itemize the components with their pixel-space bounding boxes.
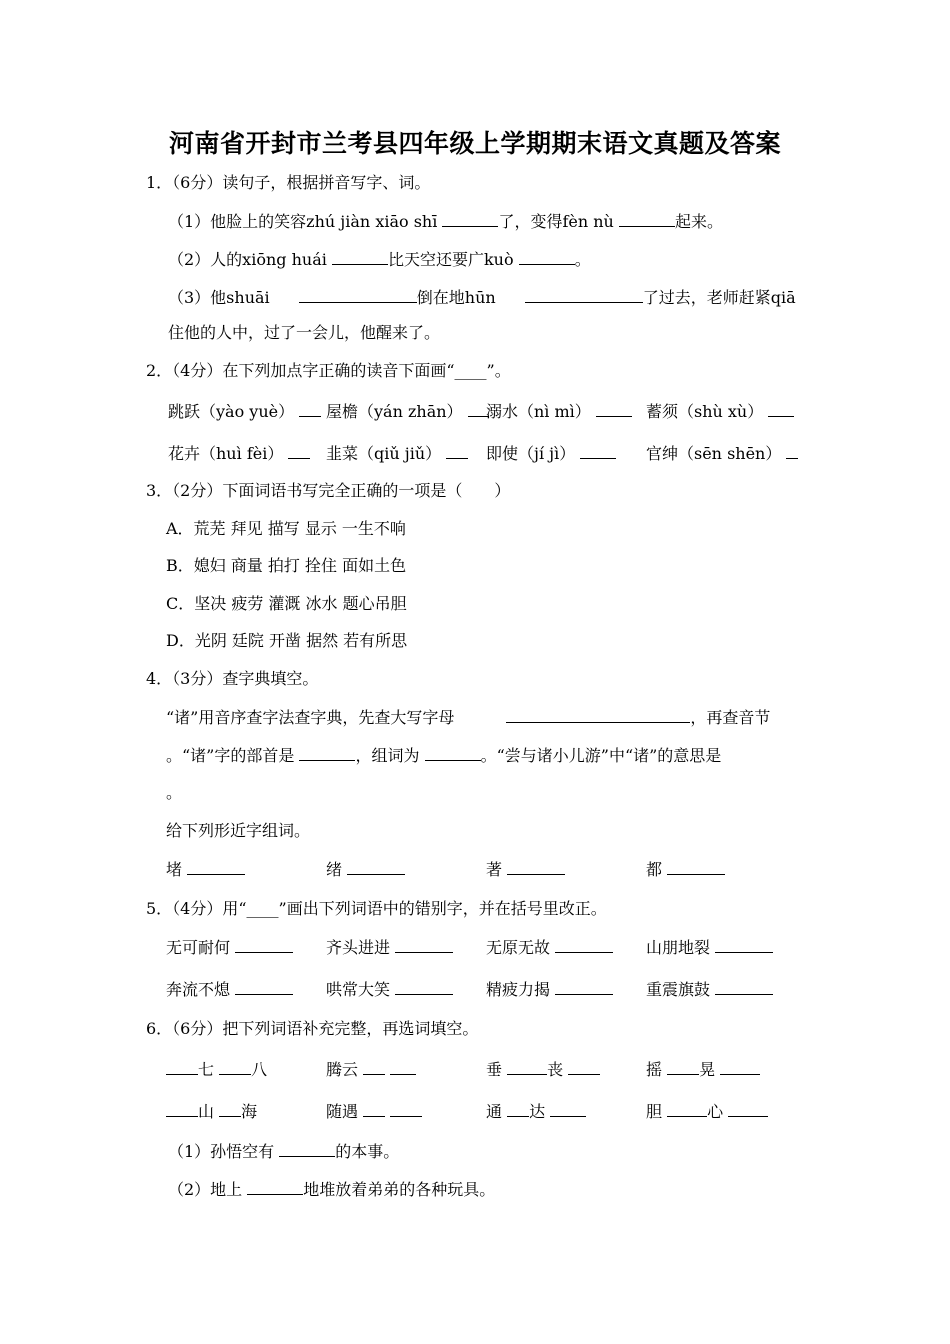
answer-blank[interactable]	[425, 744, 481, 761]
q4-char-item: 绪	[326, 858, 405, 881]
answer-blank[interactable]	[550, 1100, 586, 1117]
q6-stem: 6．（6分）把下列词语补充完整，再选词填空。	[146, 1019, 479, 1038]
answer-blank[interactable]	[166, 1058, 198, 1075]
answer-blank[interactable]	[299, 400, 321, 417]
q4-paragraph-2: 。“诸”字的部首是 ，组词为 。“尝与诸小儿游”中“诸”的意思是	[166, 746, 722, 765]
answer-blank[interactable]	[596, 400, 632, 417]
q2-item: 韭菜（qiǔ jiǔ）	[326, 442, 468, 465]
answer-blank[interactable]	[667, 1100, 707, 1117]
answer-blank[interactable]	[619, 210, 675, 227]
q2-item: 溺水（nì mì）	[486, 400, 632, 423]
q4-char-item: 都	[646, 858, 725, 881]
answer-blank[interactable]	[768, 400, 794, 417]
answer-blank[interactable]	[187, 858, 245, 875]
answer-blank[interactable]	[299, 744, 355, 761]
answer-blank[interactable]	[247, 1178, 303, 1195]
answer-blank[interactable]	[507, 1100, 529, 1117]
q5-stem: 5．（4分）用“____”画出下列词语中的错别字，并在括号里改正。	[146, 899, 607, 918]
answer-blank[interactable]	[580, 442, 616, 459]
answer-blank[interactable]	[347, 858, 405, 875]
q2-item: 即使（jí jì）	[486, 442, 616, 465]
answer-blank[interactable]	[390, 1058, 416, 1075]
answer-blank[interactable]	[720, 1058, 760, 1075]
q1-sentence-3: （3）他shuāi 倒在地hūn 了过去，老师赶紧qiā	[168, 288, 796, 307]
answer-blank[interactable]	[507, 858, 565, 875]
q2-item: 屋檐（yán zhān）	[326, 400, 488, 423]
answer-blank[interactable]	[166, 1100, 198, 1117]
q5-item: 山朋地裂	[646, 936, 773, 959]
answer-blank[interactable]	[786, 442, 798, 459]
q6-idiom: 胆 心	[646, 1100, 768, 1123]
q6-idiom: 通 达	[486, 1100, 586, 1123]
q4-sub-instruction: 给下列形近字组词。	[166, 821, 311, 840]
answer-blank[interactable]	[568, 1058, 600, 1075]
answer-blank[interactable]	[363, 1100, 385, 1117]
answer-blank[interactable]	[555, 936, 613, 953]
q6-sentence-2: （2）地上 地堆放着弟弟的各种玩具。	[168, 1180, 496, 1199]
q3-option-c[interactable]: C．坚决 疲劳 灌溉 冰水 题心吊胆	[166, 594, 407, 613]
answer-blank[interactable]	[519, 248, 575, 265]
q5-item: 奔流不熄	[166, 978, 293, 1001]
q5-item: 齐头进进	[326, 936, 453, 959]
answer-blank[interactable]	[235, 936, 293, 953]
q5-item: 精疲力揭	[486, 978, 613, 1001]
q6-idiom: 垂 丧	[486, 1058, 600, 1081]
q3-stem: 3．（2分）下面词语书写完全正确的一项是（ ）	[146, 481, 511, 500]
answer-blank[interactable]	[525, 286, 643, 303]
q6-idiom: 腾云	[326, 1058, 416, 1081]
q2-stem: 2．（4分）在下列加点字正确的读音下面画“____”。	[146, 361, 511, 380]
q6-idiom: 七 八	[166, 1058, 267, 1081]
q4-char-item: 堵	[166, 858, 245, 881]
answer-blank[interactable]	[219, 1100, 241, 1117]
answer-blank[interactable]	[332, 248, 388, 265]
q1-stem: 1．（6分）读句子，根据拼音写字、词。	[146, 173, 431, 192]
q1-sentence-2: （2）人的xiōng huái 比天空还要广kuò 。	[168, 250, 591, 269]
q6-idiom: 山 海	[166, 1100, 257, 1123]
q4-char-item: 著	[486, 858, 565, 881]
answer-blank[interactable]	[279, 1140, 335, 1157]
answer-blank[interactable]	[395, 978, 453, 995]
q2-item: 花卉（huì fèi）	[168, 442, 310, 465]
q2-item: 跳跃（yào yuè）	[168, 400, 321, 423]
q5-item: 无原无故	[486, 936, 613, 959]
answer-blank[interactable]	[715, 978, 773, 995]
q4-paragraph-3: 。	[166, 783, 183, 802]
answer-blank[interactable]	[555, 978, 613, 995]
answer-blank[interactable]	[667, 858, 725, 875]
q6-idiom: 摇 晃	[646, 1058, 760, 1081]
answer-blank[interactable]	[667, 1058, 699, 1075]
answer-blank[interactable]	[363, 1058, 385, 1075]
answer-blank[interactable]	[288, 442, 310, 459]
q6-sentence-1: （1）孙悟空有 的本事。	[168, 1142, 400, 1161]
answer-blank[interactable]	[442, 210, 498, 227]
q5-item: 重震旗鼓	[646, 978, 773, 1001]
answer-blank[interactable]	[395, 936, 453, 953]
answer-blank[interactable]	[715, 936, 773, 953]
q5-item: 无可耐何	[166, 936, 293, 959]
answer-blank[interactable]	[390, 1100, 422, 1117]
answer-blank[interactable]	[728, 1100, 768, 1117]
q4-stem: 4．（3分）查字典填空。	[146, 669, 319, 688]
q6-idiom: 随遇	[326, 1100, 422, 1123]
q5-item: 哄常大笑	[326, 978, 453, 1001]
answer-blank[interactable]	[468, 400, 488, 417]
answer-blank[interactable]	[507, 1058, 547, 1075]
answer-blank[interactable]	[219, 1058, 251, 1075]
q2-item: 官绅（sēn shēn）	[646, 442, 798, 465]
q1-sentence-3-cont: 住他的人中，过了一会儿，他醒来了。	[168, 323, 441, 342]
q3-option-d[interactable]: D．光阴 廷院 开凿 据然 若有所思	[166, 631, 408, 650]
answer-blank[interactable]	[506, 706, 690, 723]
answer-blank[interactable]	[299, 286, 417, 303]
q3-option-b[interactable]: B．媳妇 商量 拍打 拴住 面如土色	[166, 556, 407, 575]
answer-blank[interactable]	[446, 442, 468, 459]
page-title: 河南省开封市兰考县四年级上学期期末语文真题及答案	[168, 129, 781, 158]
q1-sentence-1: （1）他脸上的笑容zhú jiàn xiāo shī 了，变得fèn nù 起来。	[168, 212, 723, 231]
q4-paragraph-1: “诸”用音序查字法查字典，先查大写字母 ，再查音节	[166, 708, 771, 727]
q3-option-a[interactable]: A．荒芜 拜见 描写 显示 一生不响	[166, 519, 406, 538]
q2-item: 蓄须（shù xù）	[646, 400, 794, 423]
answer-blank[interactable]	[235, 978, 293, 995]
